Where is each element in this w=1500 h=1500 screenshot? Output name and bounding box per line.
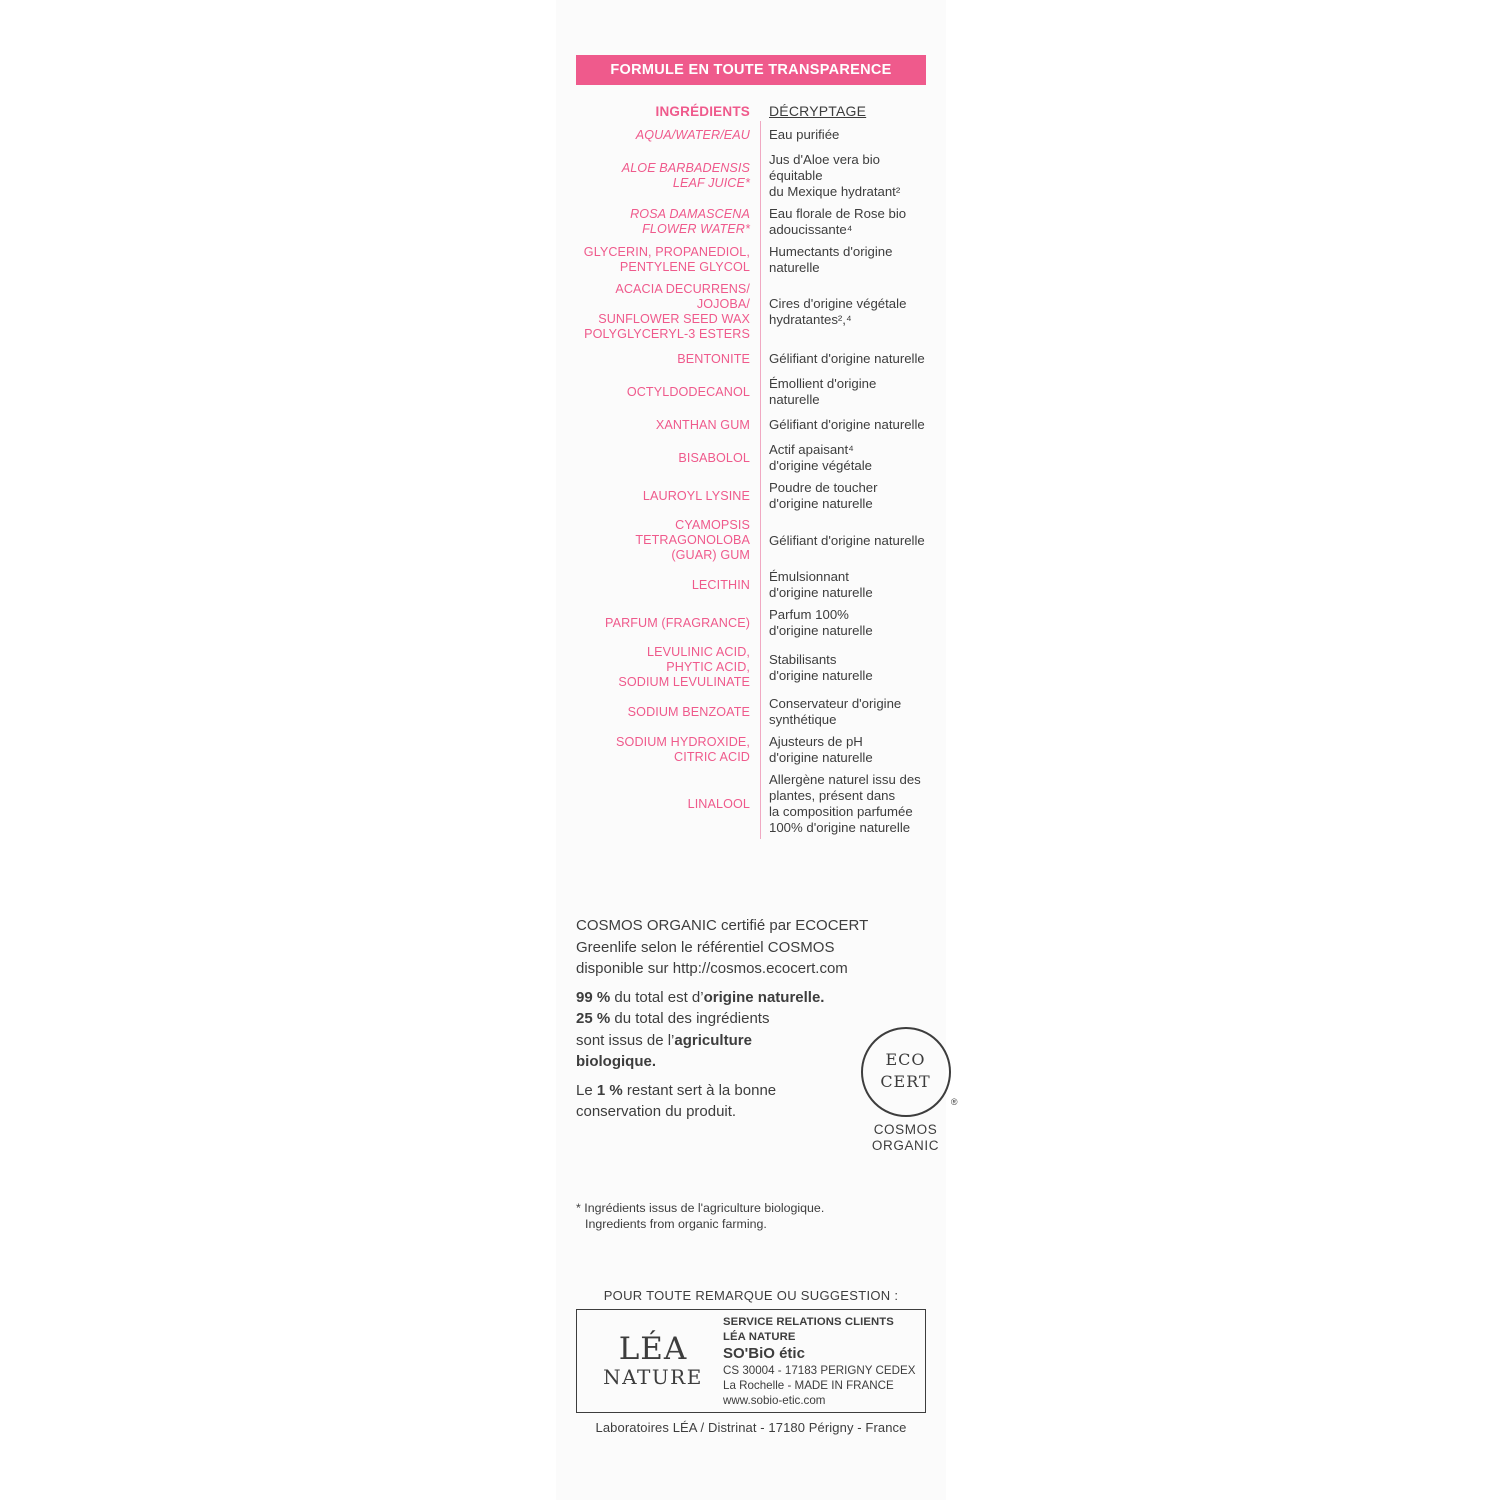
ingredient-description: Gélifiant d'origine naturelle (769, 351, 925, 366)
ecocert-circle-icon (861, 1027, 958, 1117)
ingredient-description: Humectants d'origine naturelle (769, 244, 893, 275)
natural-origin-stat (576, 987, 936, 1009)
remaining-stat-b: restant sert à la bonne (622, 1081, 777, 1099)
ingredient-name: CYAMOPSIS TETRAGONOLOBA (GUAR) GUM (635, 518, 750, 562)
table-row (576, 769, 926, 839)
ecocert-logo-line2: CERT (880, 1072, 931, 1091)
table-row (576, 642, 926, 693)
ingredient-name: SODIUM HYDROXIDE, CITRIC ACID (616, 735, 750, 764)
ingredient-description: Stabilisants d'origine naturelle (769, 651, 873, 683)
ingredient-name: ROSA DAMASCENA FLOWER WATER* (630, 207, 750, 236)
cosmos-caption-line1: COSMOS (873, 1122, 938, 1137)
cosmos-line-3: disponible sur http://cosmos.ecocert.com (576, 960, 848, 977)
table-row (576, 693, 926, 731)
certification-block (576, 915, 958, 1153)
ingredient-description: Jus d'Aloe vera bio équitable du Mexique hydratant² (769, 152, 901, 199)
table-header-row (576, 95, 926, 119)
lea-nature-box (576, 1309, 926, 1413)
ecocert-registered-mark: ® (950, 1096, 958, 1107)
cosmos-line-2: Greenlife selon le référentiel COSMOS (576, 938, 835, 956)
ingredient-name: GLYCERIN, PROPANEDIOL, PENTYLENE GLYCOL (583, 245, 750, 274)
customer-service-label: SERVICE RELATIONS CLIENTS LÉA NATURE (723, 1315, 894, 1343)
organic-footnote (576, 1200, 936, 1232)
ingredient-name: LECITHIN (691, 577, 750, 592)
column-header-ingredients: INGRÉDIENTS (655, 104, 750, 119)
ingredient-description: Gélifiant d'origine naturelle (769, 532, 925, 548)
natural-origin-value: 99 % (576, 988, 611, 1006)
formula-banner-title: FORMULE EN TOUTE TRANSPARENCE (610, 62, 892, 78)
table-row (576, 279, 926, 345)
organic-stat-text: du total des ingrédients (610, 1010, 770, 1027)
label-content (556, 0, 958, 1500)
cosmos-caption-line2: ORGANIC (871, 1138, 940, 1153)
remaining-stat-value: 1 % (596, 1081, 623, 1099)
table-row (576, 604, 926, 642)
lea-nature-logo (577, 1333, 723, 1389)
organic-stat-line2-b: agriculture (674, 1031, 752, 1049)
footnote-line-2: Ingredients from organic farming. (585, 1217, 767, 1231)
formula-banner (576, 55, 926, 85)
ecocert-logo-line1: ECO (885, 1050, 926, 1069)
ingredients-table (576, 95, 926, 839)
ingredient-name: XANTHAN GUM (655, 417, 750, 432)
address-line-2: La Rochelle - MADE IN FRANCE (723, 1378, 894, 1392)
ingredient-description: Actif apaisant⁴ d'origine végétale (769, 442, 872, 473)
organic-stat-line2-a: sont issus de l’ (576, 1031, 675, 1049)
ingredient-name: ALOE BARBADENSIS LEAF JUICE* (621, 161, 750, 190)
ingredient-description: Ajusteurs de pH d'origine naturelle (769, 734, 873, 765)
table-row (576, 411, 926, 439)
ingredient-name: PARFUM (FRAGRANCE) (605, 615, 750, 630)
ingredient-name: LINALOOL (687, 796, 750, 811)
ingredient-name: OCTYLDODECANOL (626, 384, 750, 399)
column-header-decryptage: DÉCRYPTAGE (769, 103, 867, 119)
ingredient-description: Émollient d'origine naturelle (769, 376, 877, 407)
table-row (576, 373, 926, 411)
ingredient-description: Émulsionnant d'origine naturelle (769, 569, 873, 600)
laboratories-line: Laboratoires LÉA / Distrinat - 17180 Périgny - France (595, 1420, 907, 1435)
contact-heading: POUR TOUTE REMARQUE OU SUGGESTION : (603, 1288, 899, 1303)
ingredient-name: LAUROYL LYSINE (642, 488, 750, 503)
table-body (576, 121, 926, 839)
ingredient-name: LEVULINIC ACID, PHYTIC ACID, SODIUM LEVULINATE (618, 645, 750, 689)
ingredient-description: Cires d'origine végétale hydratantes²,⁴ (769, 296, 907, 327)
lea-logo-line2: NATURE (603, 1365, 703, 1389)
ingredient-description: Poudre de toucher d'origine naturelle (769, 480, 878, 511)
table-row (576, 121, 926, 149)
company-name: SO'BiO étic (723, 1344, 805, 1362)
table-row (576, 731, 926, 769)
table-row (576, 439, 926, 477)
remaining-stat-a: Le (576, 1081, 597, 1099)
contact-block (576, 1288, 926, 1435)
ingredient-description: Parfum 100% d'origine naturelle (769, 607, 873, 638)
ingredient-description: Eau purifiée (769, 127, 840, 142)
table-row (576, 566, 926, 604)
table-row (576, 149, 926, 203)
table-row (576, 203, 926, 241)
ingredient-description: Conservateur d'origine synthétique (769, 696, 902, 727)
footnote-line-1: * Ingrédients issus de l'agriculture biologique. (576, 1201, 825, 1215)
cosmos-line-1: COSMOS ORGANIC certifié par ECOCERT (576, 917, 869, 934)
address-line-1: CS 30004 - 17183 PERIGNY CEDEX (723, 1363, 916, 1377)
ingredient-description: Allergène naturel issu des plantes, présent dans la composition parfumée 100% d'origine naturelle (769, 772, 921, 835)
natural-origin-text-a: du total est d’ (610, 988, 704, 1006)
ingredient-name: ACACIA DECURRENS/ JOJOBA/ SUNFLOWER SEED WAX POLYGLYCERYL-3 ESTERS (584, 282, 750, 341)
ingredient-name: BISABOLOL (678, 450, 750, 465)
cosmos-organic-caption (853, 1122, 958, 1154)
ingredient-description: Eau florale de Rose bio adoucissante⁴ (769, 206, 907, 237)
ingredient-description: Gélifiant d'origine naturelle (769, 417, 925, 432)
natural-origin-text-b: origine naturelle. (703, 988, 825, 1006)
contact-details (723, 1315, 925, 1408)
lea-logo-line1: LÉA (618, 1331, 688, 1367)
table-row (576, 241, 926, 279)
ingredient-name: BENTONITE (677, 351, 750, 366)
table-row (576, 477, 926, 515)
ecocert-logo (853, 1027, 958, 1154)
table-row (576, 515, 926, 566)
organic-stat-line3-b: biologique. (576, 1053, 656, 1070)
ingredient-name: SODIUM BENZOATE (627, 704, 750, 719)
table-row (576, 345, 926, 373)
ingredient-name: AQUA/WATER/EAU (635, 127, 750, 142)
remaining-stat-line2: conservation du produit. (576, 1103, 737, 1120)
organic-stat-value: 25 % (576, 1010, 611, 1027)
website-url[interactable]: www.sobio-etic.com (723, 1393, 826, 1407)
